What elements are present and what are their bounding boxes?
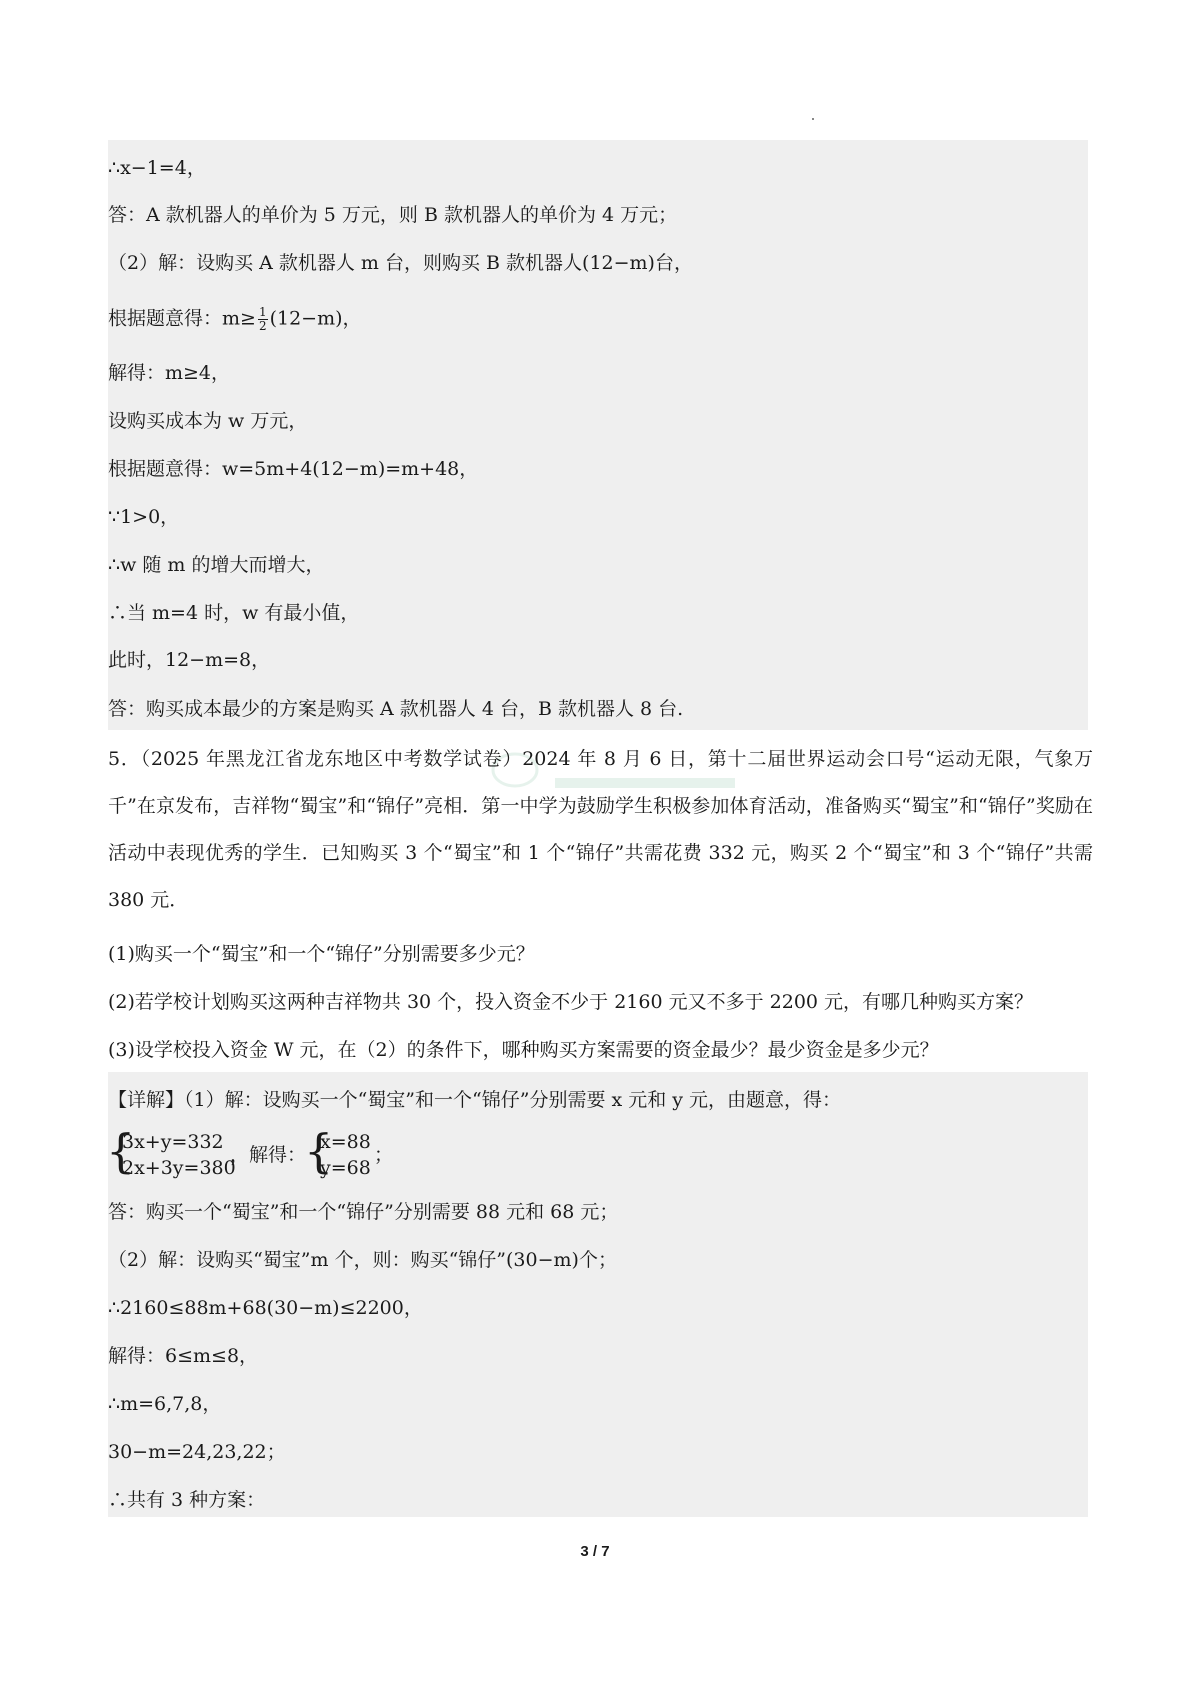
question-stem: 5．（2025 年黑龙江省龙东地区中考数学试卷）2024 年 8 月 6 日，第十二届世界运动会口号“运动无限，气象万千”在京发布，吉祥物“蜀宝”和“锦仔”亮相．第一中学为鼓励学生积极参加体育活动，准备购买“蜀宝”和“锦仔”奖励在活动中表现优秀的学生．已知购买 3 个“蜀宝”和 1 个“锦仔”共需花费 332 元，购买 2 个“蜀宝”和 3 个“锦仔”共需 380 元． bbox=[108, 748, 1093, 911]
solution-line: ∵1>0， bbox=[108, 506, 180, 528]
solution-line: ∴共有 3 种方案： bbox=[108, 1489, 266, 1511]
solution-line: ∴m=6,7,8， bbox=[108, 1393, 222, 1415]
solution-line: （2）解：设购买“蜀宝”m 个，则：购买“锦仔”(30−m)个； bbox=[108, 1249, 617, 1271]
fraction-denominator: 2 bbox=[258, 319, 267, 333]
solution-equation: x=88 bbox=[320, 1131, 371, 1153]
system-equation: 3x+y=332 bbox=[122, 1131, 224, 1153]
solution-text: (12−m)， bbox=[269, 307, 362, 330]
solution-line: 解得：m≥4， bbox=[108, 362, 231, 384]
left-brace-icon: { bbox=[106, 1124, 136, 1178]
system-equation: 2x+3y=380 bbox=[122, 1157, 236, 1179]
page-number: 3 / 7 bbox=[580, 1543, 610, 1560]
left-brace-icon: { bbox=[304, 1124, 334, 1178]
question-part: (2)若学校计划购买这两种吉祥物共 30 个，投入资金不少于 2160 元又不多于 2200 元，有哪几种购买方案？ bbox=[108, 991, 1034, 1013]
solution-line: 答：A 款机器人的单价为 5 万元，则 B 款机器人的单价为 4 万元； bbox=[108, 204, 678, 226]
fraction-numerator: 1 bbox=[258, 305, 267, 319]
fraction bbox=[258, 306, 268, 333]
solution-line: ∴2160≤88m+68(30−m)≤2200， bbox=[108, 1297, 423, 1319]
solution-line: 答：购买一个“蜀宝”和一个“锦仔”分别需要 88 元和 68 元； bbox=[108, 1201, 619, 1223]
solution-line: 此时，12−m=8， bbox=[108, 649, 271, 671]
solution-line-with-fraction bbox=[108, 306, 1098, 333]
solution-line: ∴当 m=4 时，w 有最小值， bbox=[108, 602, 360, 624]
solution-intro: 【详解】（1）解：设购买一个“蜀宝”和一个“锦仔”分别需要 x 元和 y 元，由题意，得： bbox=[108, 1089, 842, 1111]
equation-system-row bbox=[106, 1124, 508, 1182]
solution-line: （2）解：设购买 A 款机器人 m 台，则购买 B 款机器人(12−m)台， bbox=[108, 252, 693, 274]
system-end: ； bbox=[374, 1144, 394, 1166]
solution-text: 根据题意得：m≥ bbox=[108, 307, 256, 330]
solution-line: ∴w 随 m 的增大而增大， bbox=[108, 554, 325, 576]
solution-line: 30−m=24,23,22； bbox=[108, 1441, 286, 1463]
solution-line: 根据题意得：w=5m+4(12−m)=m+48， bbox=[108, 458, 479, 480]
solution-line: 解得：6≤m≤8， bbox=[108, 1345, 259, 1367]
solution-equation: y=68 bbox=[320, 1157, 371, 1179]
scan-dot bbox=[812, 118, 814, 120]
question-part: (1)购买一个“蜀宝”和一个“锦仔”分别需要多少元？ bbox=[108, 943, 535, 965]
solution-block-a bbox=[108, 140, 1088, 730]
question-part: (3)设学校投入资金 W 元，在（2）的条件下，哪种购买方案需要的资金最少？最少资金是多少元？ bbox=[108, 1039, 939, 1061]
solution-line: ∴x−1=4， bbox=[108, 157, 206, 179]
solution-line: 答：购买成本最少的方案是购买 A 款机器人 4 台，B 款机器人 8 台. bbox=[108, 698, 684, 720]
solve-label: ，解得： bbox=[230, 1144, 307, 1166]
solution-line: 设购买成本为 w 万元， bbox=[108, 410, 308, 432]
